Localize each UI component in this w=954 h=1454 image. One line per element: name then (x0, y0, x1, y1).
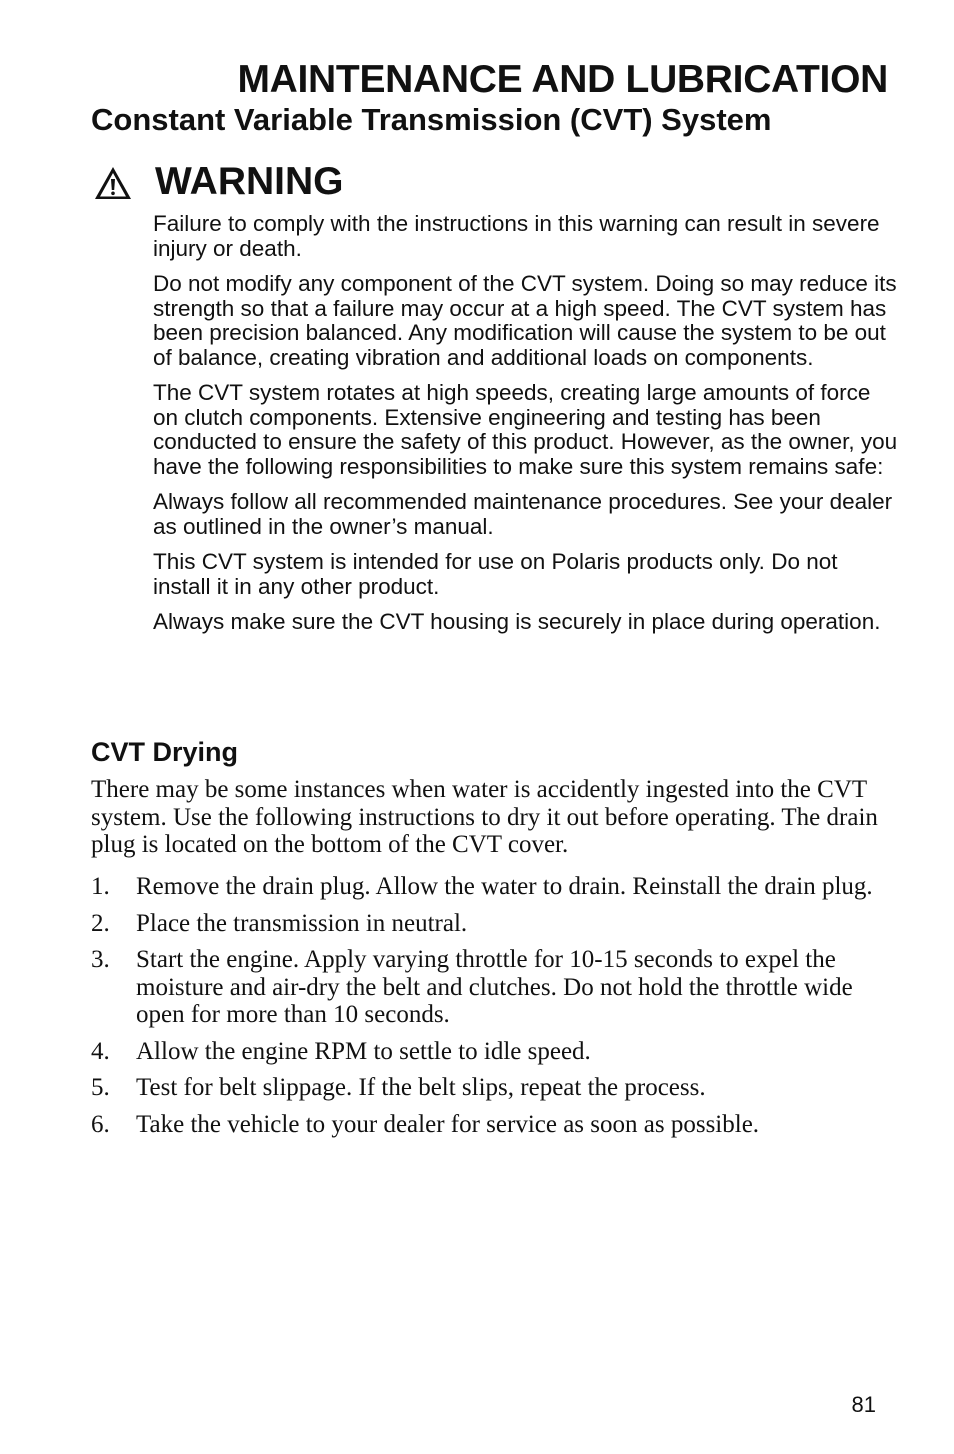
warning-paragraph: This CVT system is intended for use on Polaris products only. Do not install it in any other product. (153, 549, 838, 599)
page-title: MAINTENANCE AND LUBRICATION (237, 58, 888, 101)
warning-paragraph: Do not modify any component of the CVT system. Doing so may reduce its strength so that a failure may occur at a high speed. The CVT system has been precision balanced. Any modification will cause the system to be out of balance, creating vibration and additional loads on components. (153, 271, 897, 370)
list-item (91, 1038, 891, 1066)
section-intro: There may be some instances when water is accidently ingested into the CVT system. Use the following instructions to dry it out before operating. The drain plug is located on the bottom of the CVT cover. (91, 776, 878, 858)
list-item (91, 946, 891, 1029)
step-number: 2. (91, 909, 110, 937)
step-number: 6. (91, 1110, 110, 1138)
step-text: Take the vehicle to your dealer for service as soon as possible. (136, 1110, 760, 1138)
section-heading: CVT Drying (91, 737, 239, 767)
step-text: Start the engine. Apply varying throttle for 10-15 seconds to expel the moisture and air-dry the belt and clutches. Do not hold the throttle wide open for more than 10 seconds. (136, 946, 853, 1028)
list-item (91, 910, 891, 938)
steps-list (91, 873, 891, 1147)
warning-triangle-icon (94, 166, 132, 200)
page-number: 81 (851, 1392, 876, 1417)
step-number: 3. (91, 946, 110, 973)
step-number: 5. (91, 1074, 110, 1101)
step-number: 4. (91, 1037, 110, 1065)
warning-paragraph: Always make sure the CVT housing is securely in place during operation. (153, 609, 881, 634)
warning-paragraph: Always follow all recommended maintenance procedures. See your dealer as outlined in the owner’s manual. (153, 489, 893, 539)
page-subtitle: Constant Variable Transmission (CVT) System (91, 102, 772, 137)
step-text: Remove the drain plug. Allow the water to drain. Reinstall the drain plug. (136, 873, 873, 900)
list-item (91, 873, 891, 901)
warning-body (153, 212, 898, 646)
list-item (91, 1111, 891, 1139)
warning-title: WARNING (155, 160, 344, 203)
warning-paragraph: Failure to comply with the instructions in this warning can result in severe injury or death. (153, 211, 880, 261)
step-text: Place the transmission in neutral. (136, 909, 468, 937)
step-text: Test for belt slippage. If the belt slips, repeat the process. (136, 1074, 706, 1101)
step-number: 1. (91, 873, 110, 900)
step-text: Allow the engine RPM to settle to idle speed. (136, 1037, 591, 1065)
list-item (91, 1074, 891, 1102)
warning-paragraph: The CVT system rotates at high speeds, creating large amounts of force on clutch components. Extensive engineering and testing has been conducted to ensure the safety of this product. However, as the owner, you have the following responsibilities to make sure this system remains safe: (153, 380, 898, 479)
